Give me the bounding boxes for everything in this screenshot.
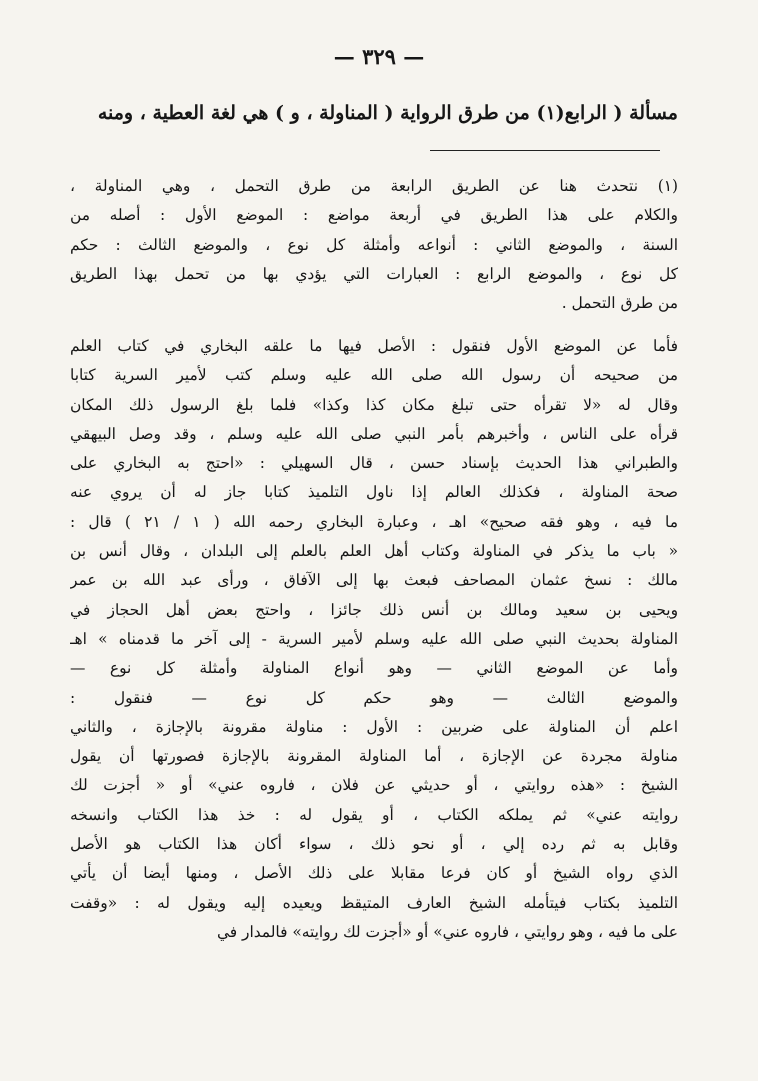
- footnote-separator: [430, 150, 660, 151]
- text-line: والطبراني هذا الحديث بإسناد حسن ، قال السهيلي : «احتج به البخاري على: [70, 454, 678, 473]
- text-line: وقال له «لا تقرأه حتى تبلغ مكان كذا وكذا» فلما بلغ الرسول ذلك المكان: [70, 395, 678, 414]
- text-line: قرأه على الناس ، وأخبرهم بأمر النبي صلى الله عليه وسلم ، وقد وصل البيهقي: [70, 424, 678, 443]
- text-line: والموضع الثالث — وهو حكم كل نوع — فنقول :: [70, 688, 678, 707]
- section-heading: مسألة ( الرابع(١) من طرق الرواية ( المناولة ، و ) هي لغة العطية ، ومنه: [97, 102, 678, 124]
- footnote-line: السنة ، والموضع الثاني : أنواعه وأمثلة كل نوع ، والموضع الثالث : حكم: [70, 235, 678, 254]
- text-line: فأما عن الموضع الأول فنقول : الأصل فيها ما علقه البخاري في كتاب العلم: [70, 337, 678, 355]
- text-line: ويحيى بن سعيد ومالك بن أنس ذلك جائزا ، واحتج بعض أهل الحجاز في: [70, 600, 678, 619]
- text-line: وأما عن الموضع الثاني — وهو أنواع المناولة وأمثلة كل نوع —: [70, 659, 678, 678]
- text-line: مالك : نسخ عثمان المصاحف فبعث بها إلى الآفاق ، ورأى عبد الله بن عمر: [70, 571, 678, 590]
- text-line: صحة المناولة ، فكذلك العالم إذا ناول التلميذ كتابا جاز له أن يروي عنه: [70, 483, 678, 502]
- text-line: الذي رواه الشيخ أو كان فرعا مقابلا على ذلك الأصل ، ومنها أيضا أن يأتي: [70, 864, 678, 883]
- text-line: المناولة بحديث النبي صلى الله عليه وسلم لأمير السرية - إلى آخر ما قدمناه » اهـ: [70, 629, 678, 648]
- text-line: روايته عني» ثم يملكه الكتاب ، أو يقول له : خذ هذا الكتاب وانسخه: [70, 805, 678, 824]
- text-line: وقابل به ثم رده إلي ، أو نحو ذلك ، سواء أكان هذا الكتاب هو الأصل: [70, 835, 678, 854]
- footnote-line: من طرق التحمل .: [561, 294, 678, 313]
- text-line: ما فيه ، وهو فقه صحيح» اهـ ، وعبارة البخاري رحمه الله ( ١ / ٢١ ) قال :: [70, 512, 678, 531]
- text-line: من صحيحه أن رسول الله صلى الله عليه وسلم كتب لأمير السرية كتابا: [70, 366, 678, 385]
- text-line: اعلم أن المناولة على ضربين : الأول : مناولة مقرونة بالإجازة ، والثاني: [70, 717, 678, 736]
- footnote-line: (١) نتحدث هنا عن الطريق الرابعة من طرق التحمل ، وهي المناولة ،: [70, 177, 678, 195]
- footnote-line: كل نوع ، والموضع الرابع : العبارات التي يؤدي بها من تحمل بهذا الطريق: [70, 264, 678, 283]
- text-line: على ما فيه ، وهو روايتي ، فاروه عني» أو «أجزت لك روايته» فالمدار في: [216, 922, 678, 941]
- page-number: — ٣٢٩ —: [333, 44, 425, 69]
- footnote-block: [70, 172, 678, 318]
- text-line: الشيخ : «هذه روايتي ، أو حديثي عن فلان ، فاروه عني» أو « أجزت لك: [70, 776, 678, 795]
- body-text-block: [70, 332, 678, 947]
- text-line: « باب ما يذكر في المناولة وكتاب أهل العلم بالعلم إلى البلدان ، وقال أنس بن: [70, 542, 678, 561]
- text-line: مناولة مجردة عن الإجازة ، أما المناولة المقرونة بالإجازة فصورتها أن يقول: [70, 747, 678, 766]
- footnote-line: والكلام على هذا الطريق في أربعة مواضع : الموضع الأول : أصله من: [70, 206, 678, 225]
- text-line: التلميذ بكتاب فيتأمله الشيخ العارف المتيقظ ويعيده إليه ويقول له : «وقفت: [70, 893, 678, 912]
